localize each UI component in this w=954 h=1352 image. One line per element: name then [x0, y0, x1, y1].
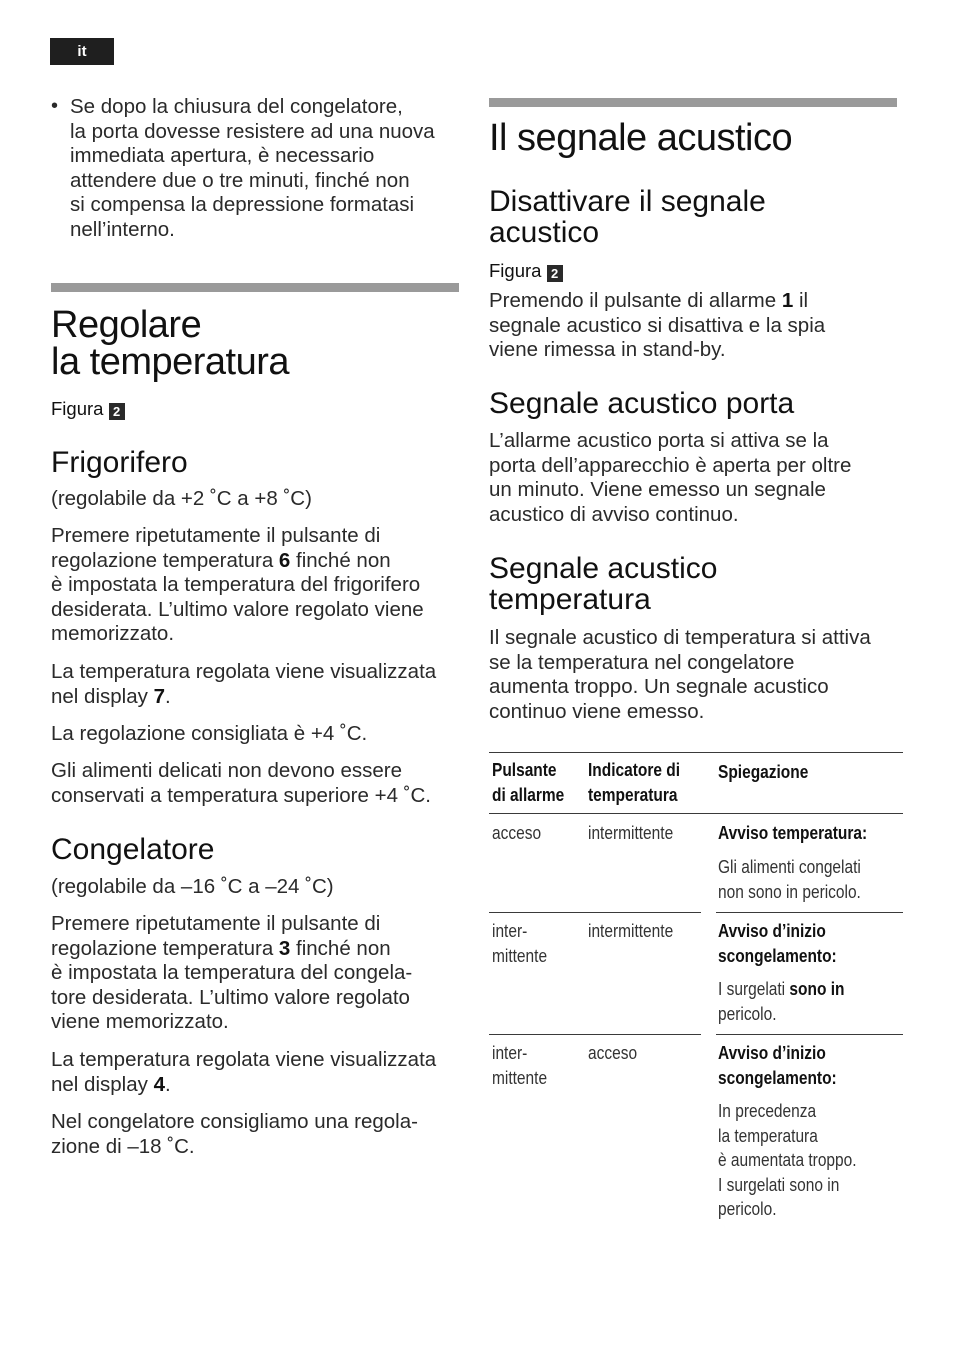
- table-cell-title: Avviso d’inizio scongelamento:: [718, 1043, 837, 1088]
- door-alarm-paragraph: [489, 429, 903, 527]
- table-row-rule: [489, 912, 701, 913]
- temperature-section: [51, 304, 461, 383]
- text-line: L’allarme acustico porta si attiva se la: [489, 429, 829, 452]
- subsection-heading: acustico: [489, 216, 600, 249]
- text-line: Premere ripetutamente il pulsante di: [51, 912, 381, 935]
- bullet-line: attendere due o tre minuti, finché non: [70, 168, 410, 192]
- figure-label: Figura: [489, 260, 542, 281]
- freezer-paragraph-3: [51, 1110, 466, 1159]
- disable-alarm-paragraph: [489, 289, 903, 363]
- header-alarm-button: Pulsante di allarme: [492, 760, 565, 805]
- button-number: 6: [278, 548, 291, 572]
- table-cell-description: Gli alimenti congelati non sono in pericolo.: [718, 857, 861, 902]
- bullet-line: nell’interno.: [70, 217, 175, 241]
- text-line: è impostata la temperatura del frigorifero: [51, 573, 421, 596]
- text-line: Gli alimenti delicati non devono essere: [51, 759, 402, 782]
- text-line: La temperatura regolata viene visualizzata: [51, 660, 437, 683]
- text-line: Il segnale acustico di temperatura si attiva: [489, 626, 871, 649]
- figure-number: 2: [547, 265, 563, 282]
- subsection-heading: temperatura: [489, 583, 651, 616]
- text-line: nel display 4.: [51, 1072, 171, 1096]
- fridge-heading: Frigorifero: [51, 446, 188, 479]
- freezer-paragraph-2: [51, 1048, 466, 1097]
- text-line: nel display 7.: [51, 684, 171, 708]
- text-line: segnale acustico si disattiva e la spia: [489, 313, 826, 337]
- text-line: è impostata la temperatura del congela-: [51, 961, 413, 984]
- fridge-paragraph-2: [51, 660, 466, 709]
- bullet-dot: •: [51, 95, 59, 117]
- section-divider: [51, 283, 459, 292]
- text-line: se la temperatura nel congelatore: [489, 650, 795, 674]
- text-line: regolazione temperatura 3 finché non: [51, 936, 391, 960]
- bullet-line: si compensa la depressione formatasi: [70, 193, 415, 216]
- button-number: 3: [278, 936, 291, 960]
- figure-label: Figura: [51, 398, 104, 419]
- text-line: conservati a temperatura superiore +4 ˚C.: [51, 783, 432, 807]
- fridge-paragraph-4: [51, 759, 466, 808]
- bullet-line: immediata apertura, è necessario: [70, 144, 375, 167]
- subsection-heading: Disattivare il segnale: [489, 185, 766, 218]
- header-explanation: Spiegazione: [718, 762, 809, 782]
- display-number: 7: [153, 684, 165, 708]
- text-line: Premere ripetutamente il pulsante di: [51, 524, 381, 547]
- temp-alarm-paragraph: [489, 626, 903, 724]
- alarm-section-title: Il segnale acustico: [489, 117, 793, 159]
- display-number: 4: [153, 1072, 165, 1096]
- text-line: aumenta troppo. Un segnale acustico: [489, 675, 829, 698]
- language-tab: it: [50, 38, 114, 65]
- bullet-line: la porta dovesse resistere ad una nuova: [70, 119, 435, 143]
- figure-number: 2: [109, 403, 125, 420]
- section-divider: [489, 98, 897, 107]
- text-line: tore desiderata. L’ultimo valore regolato: [51, 985, 410, 1009]
- table-cell-title: Avviso d’inizio scongelamento:: [718, 921, 837, 966]
- text-line: Nel congelatore consigliamo una regola-: [51, 1110, 418, 1133]
- text-line: viene memorizzato.: [51, 1010, 229, 1033]
- table-cell-alarm: inter- mittente: [492, 921, 548, 966]
- text-line: un minuto. Viene emesso un segnale: [489, 478, 826, 501]
- door-alarm-heading: Segnale acustico porta: [489, 387, 795, 420]
- fridge-recommended: La regolazione consigliata è +4 ˚C.: [51, 722, 368, 745]
- table-cell-indicator: acceso: [588, 1043, 638, 1063]
- text-line: memorizzato.: [51, 622, 175, 645]
- table-cell-alarm: inter- mittente: [492, 1043, 548, 1088]
- subsection-heading: Segnale acustico: [489, 552, 718, 585]
- section-title: la temperatura: [51, 341, 290, 383]
- temp-alarm-heading: [489, 553, 718, 615]
- button-number: 1: [781, 289, 794, 312]
- table-cell-indicator: intermittente: [588, 823, 674, 843]
- fridge-paragraph-1: [51, 524, 466, 647]
- text-line: regolazione temperatura 6 finché non: [51, 548, 391, 572]
- text-line: desiderata. L’ultimo valore regolato viene: [51, 597, 424, 621]
- text-line: porta dell’apparecchio è aperta per oltre: [489, 453, 852, 477]
- freezer-range: (regolabile da –16 ˚C a –24 ˚C): [51, 875, 334, 898]
- text-line: La temperatura regolata viene visualizzata: [51, 1048, 437, 1071]
- table-cell-alarm: acceso: [492, 823, 542, 843]
- table-header-rule: [489, 813, 903, 814]
- table-cell-description: I surgelati sono in pericolo.: [718, 979, 845, 1024]
- fridge-range: (regolabile da +2 ˚C a +8 ˚C): [51, 487, 312, 510]
- text-line: continuo viene emesso.: [489, 699, 705, 723]
- header-temp-indicator: Indicatore di temperatura: [588, 760, 681, 805]
- intro-bullet: [51, 95, 461, 242]
- freezer-heading: Congelatore: [51, 833, 215, 866]
- table-cell-indicator: intermittente: [588, 921, 674, 941]
- table-cell-title: Avviso temperatura:: [718, 823, 868, 843]
- text-line: viene rimessa in stand-by.: [489, 338, 726, 361]
- table-row-rule: [489, 1034, 701, 1035]
- figure-reference: [51, 398, 125, 420]
- freezer-paragraph-1: [51, 912, 466, 1035]
- table-cell-description: In precedenza la temperatura è aumentata troppo. I surgelati sono in pericolo.: [718, 1101, 857, 1219]
- disable-alarm-heading: [489, 186, 766, 248]
- table-row-rule: [716, 912, 903, 913]
- table-top-rule: [489, 752, 903, 753]
- text-line: zione di –18 ˚C.: [51, 1134, 195, 1158]
- figure-reference: [489, 260, 563, 282]
- text-line: Premendo il pulsante di allarme 1 il: [489, 289, 809, 312]
- section-title: Regolare: [51, 304, 202, 346]
- bullet-line: Se dopo la chiusura del congelatore,: [70, 95, 403, 118]
- table-row-rule: [716, 1034, 903, 1035]
- text-line: acustico di avviso continuo.: [489, 502, 739, 526]
